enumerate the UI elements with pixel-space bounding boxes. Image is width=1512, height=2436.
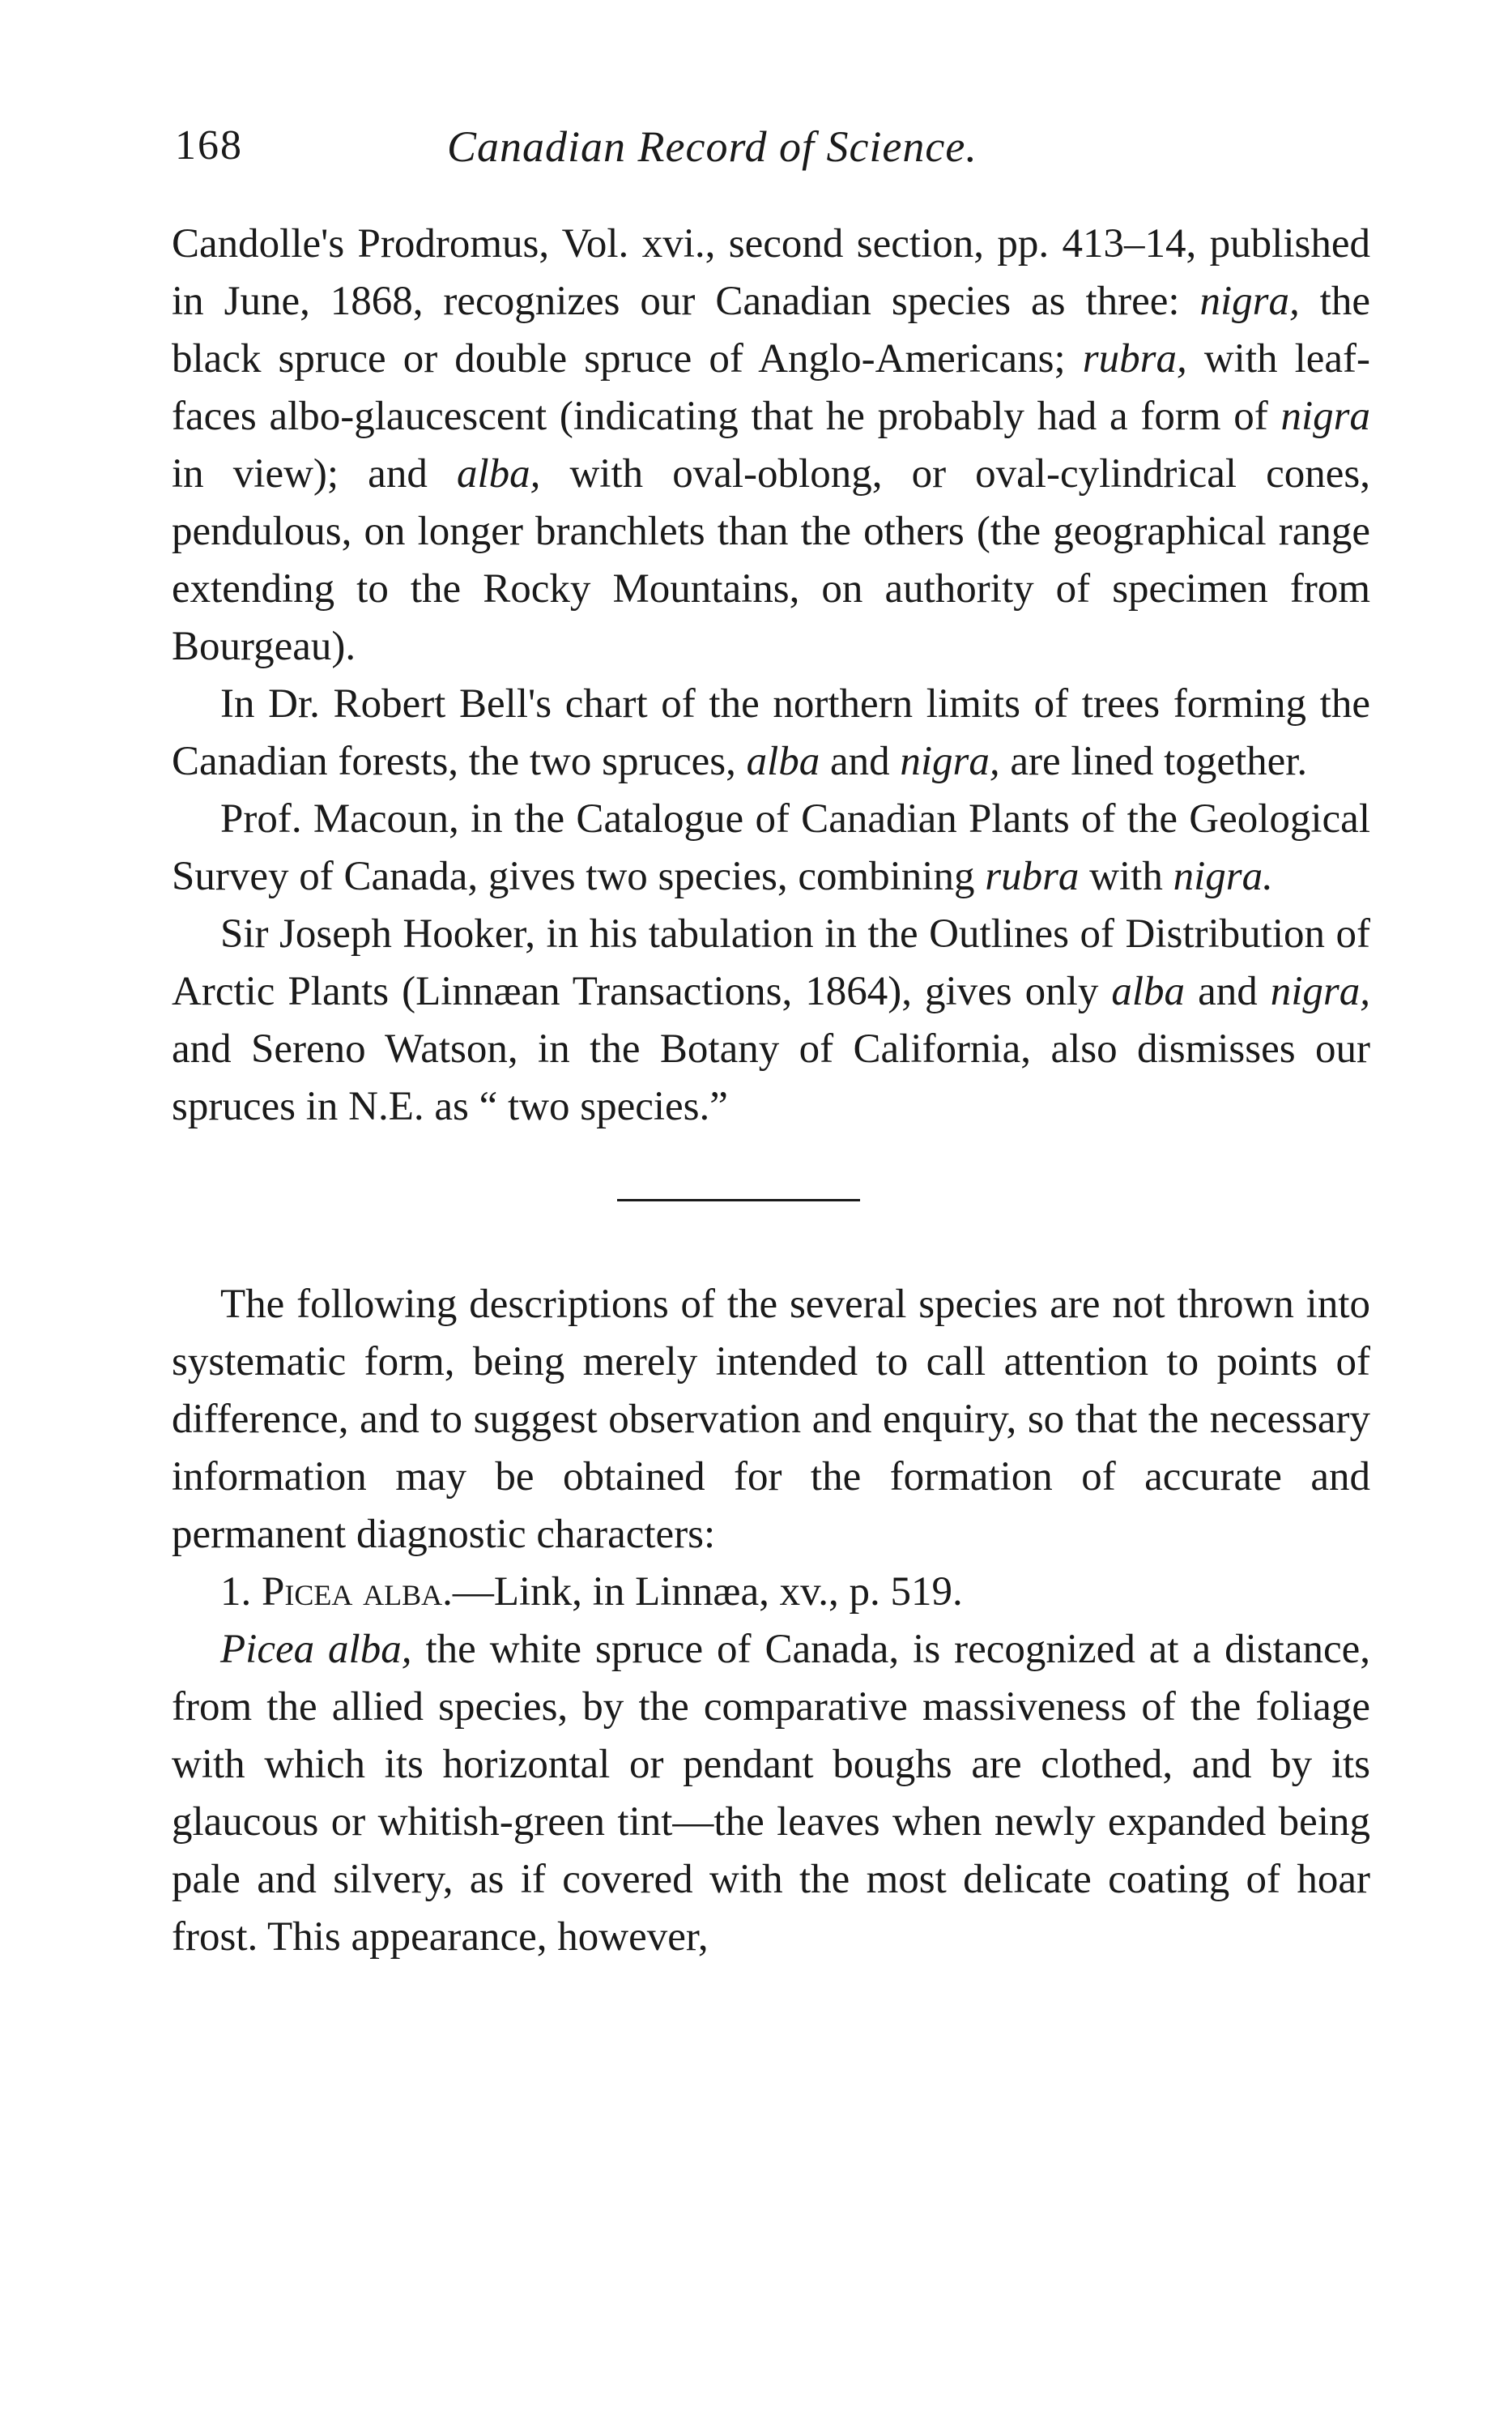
page-header — [172, 113, 1370, 178]
text: and Sereno Watson, in the Botany of California, also dismisses our spruces in N.E. as “ two species.” — [172, 1026, 1370, 1129]
text: Prof. Macoun, in the Catalogue of Canadian Plants of the Geological Survey of Canada, gives two species, combining — [172, 796, 1370, 899]
running-title: Canadian Record of Science. — [447, 122, 977, 171]
italic-term: alba — [1111, 969, 1186, 1014]
species-heading-picea-alba — [172, 1564, 1370, 1621]
paragraph-candolle — [172, 215, 1370, 676]
species-number: 1. — [220, 1569, 252, 1615]
text: and — [1185, 969, 1271, 1014]
text: the white spruce of Canada, is recognized at a distance, from the allied species, by the comparative massiveness of the foliage with which its horizontal or pendant boughs are clothed, and by its glaucous or whitish-green tint—the leaves when newly expanded being pale and silvery, as if covered with the most delicate coating of hoar frost. This appearance, however, — [172, 1627, 1371, 1960]
species-name: Picea alba. — [262, 1569, 453, 1615]
italic-term: rubra — [985, 854, 1080, 899]
italic-term: nigra, — [1199, 279, 1300, 324]
italic-term: alba — [746, 739, 820, 784]
italic-term: nigra, — [900, 739, 1000, 784]
paragraph-hooker — [172, 906, 1370, 1136]
text: and — [820, 739, 901, 784]
italic-term: rubra, — [1082, 336, 1187, 382]
paragraph-descriptions-intro — [172, 1276, 1370, 1564]
section-divider — [617, 1199, 860, 1201]
text: Candolle's Prodromus, Vol. xvi., second section, pp. 413–14, published in June, 1868, recognizes our Canadian species as three: — [172, 221, 1370, 324]
italic-term: alba, — [456, 451, 541, 497]
italic-term: nigra, — [1270, 969, 1370, 1014]
text: The following descriptions of the several species are not thrown into systematic form, being merely intended to call attention to points of difference, and to suggest observation and enquiry, so that the necessary information may be obtained for the formation of accurate and permanent diagnostic characters: — [172, 1282, 1370, 1557]
italic-term: Picea alba, — [220, 1627, 412, 1672]
text: with oval-oblong, or oval-cylindrical cones, pendulous, on longer branchlets than the others (the geographical range extending to the Rocky Mountains, on authority of specimen from Bourgeau). — [172, 451, 1370, 669]
text: —Link, in Linnæa, xv., p. 519. — [452, 1569, 963, 1615]
document-page — [172, 113, 1370, 1966]
italic-term: nigra. — [1173, 854, 1273, 899]
page-number: 168 — [175, 122, 243, 169]
text: In Dr. Robert Bell's chart of the northern limits of trees forming the Canadian forests, the two spruces, — [172, 681, 1370, 784]
paragraph-macoun — [172, 791, 1370, 906]
paragraph-bell — [172, 676, 1370, 791]
text: Sir Joseph Hooker, in his tabulation in the Outlines of Distribution of Arctic Plants (Linnæan Transactions, 1864), gives only — [172, 911, 1370, 1014]
text: are lined together. — [999, 739, 1308, 784]
text: in view); and — [172, 451, 457, 497]
text: with leaf-faces albo-glaucescent (indicating that he probably had a form of — [172, 336, 1371, 439]
text: with — [1079, 854, 1173, 899]
italic-term: nigra — [1280, 394, 1370, 439]
text: the black spruce or double spruce of Anglo-Americans; — [172, 279, 1370, 382]
paragraph-picea-alba — [172, 1621, 1370, 1966]
